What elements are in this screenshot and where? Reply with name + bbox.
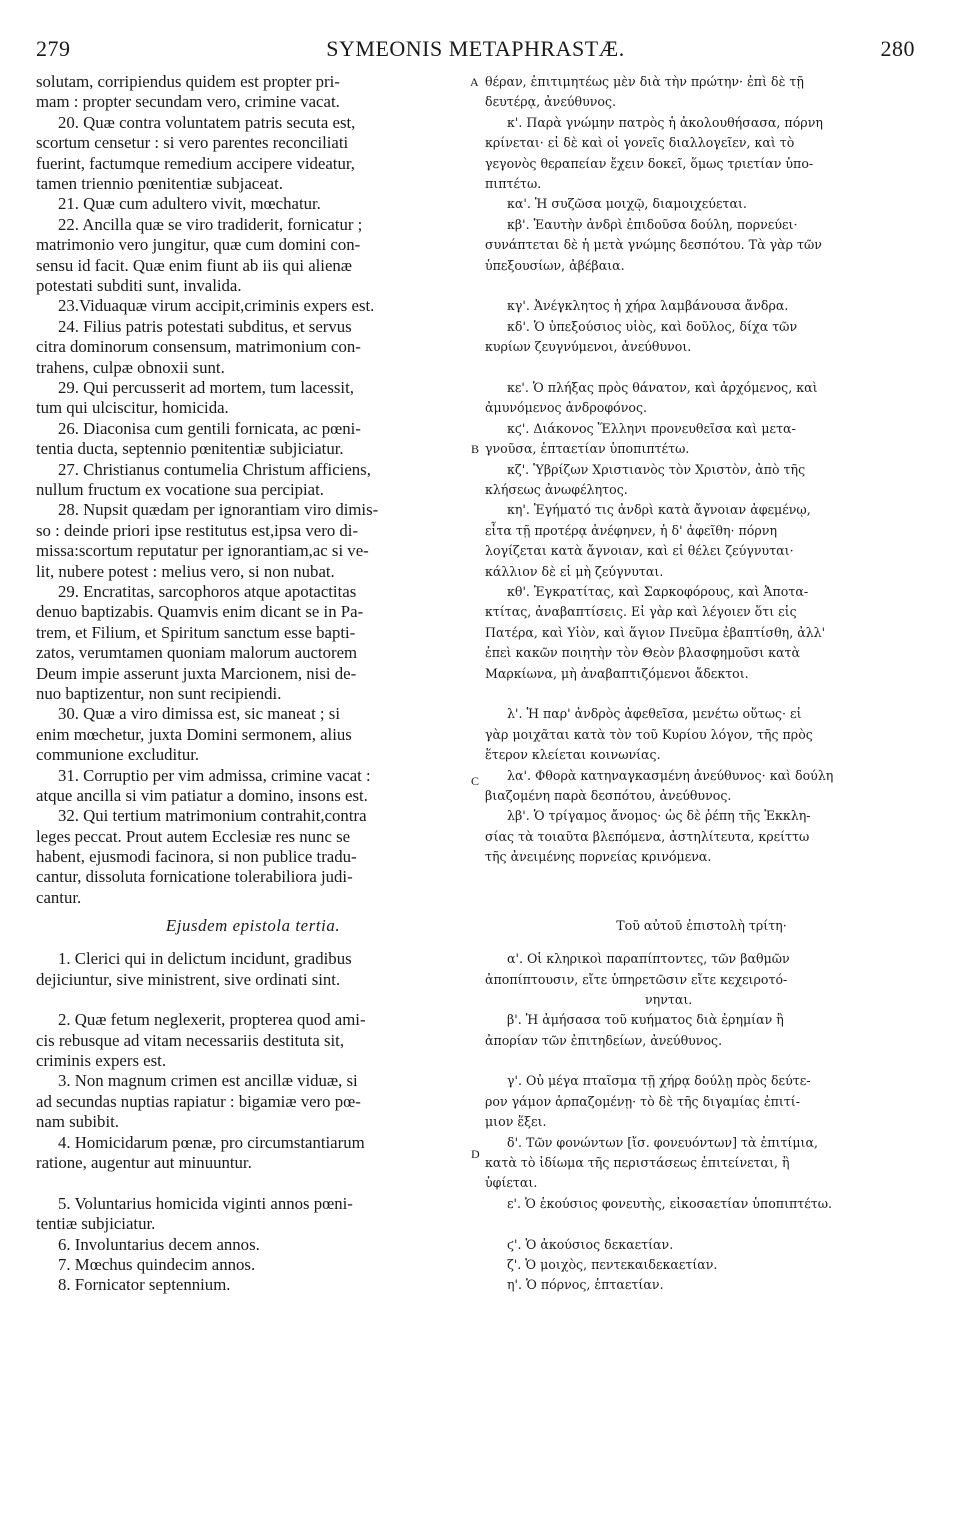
text-line: fuerint, factumque remedium accipere videatur, (36, 153, 355, 173)
text-line: θέραν, ἐπιτιμητέως μὲν διὰ τὴν πρώτην· ἐπὶ δὲ τῇ (485, 74, 804, 89)
text-line: κη'. Ἐγήματό τις ἀνδρὶ κατὰ ἄγνοιαν ἀφεμένῳ, (507, 502, 811, 518)
text-line: ratione, augentur aut minuuntur. (36, 1153, 252, 1173)
greek-paragraph-continuation (485, 72, 918, 113)
text-line: nullum fructum ex vocatione sua percipiat. (36, 479, 324, 499)
text-line: ἕτερον κλείεται κοινωνίας. (485, 747, 661, 763)
text-line: 2. Quæ fetum neglexerit, propterea quod ami- (58, 1010, 366, 1030)
text-line: cis rebusque ad vitam necessariis destituta sit, (36, 1030, 345, 1050)
greek-column (485, 72, 918, 1296)
text-line: ὑφίεται. (485, 1175, 538, 1191)
greek-canon-b6 (485, 1235, 918, 1255)
text-line: tentiæ subjiciatur. (36, 1214, 156, 1234)
greek-canon-23 (485, 296, 918, 316)
greek-canon-20 (485, 113, 918, 195)
right-page-number: 280 (880, 36, 915, 61)
text-line: Πατέρα, καὶ Υἱὸν, καὶ ἅγιον Πνεῦμα ἐβαπτίσθη, ἀλλ' (485, 624, 826, 640)
latin-canon-27 (36, 460, 470, 501)
text-line: cantur, dissoluta fornicatione tolerabiliora judi- (36, 867, 353, 887)
latin-canon-b2 (36, 1010, 470, 1071)
text-line: 30. Quæ a viro dimissa est, sic maneat ; si (58, 704, 340, 724)
text-line: scortum censetur : si vero parentes reconciliati (36, 133, 349, 153)
text-line: βιαζομένη παρὰ δεσπότου, ἀνεύθυνος. (485, 787, 732, 803)
text-line: κθ'. Ἐγκρατίτας, καὶ Σαρκοφόρους, καὶ Ἀποτα- (507, 583, 809, 599)
text-line: γ'. Οὐ μέγα πταῖσμα τῇ χήρᾳ δούλῃ πρὸς δεύτε- (507, 1073, 811, 1089)
text-line: trem, et Filium, et Spiritum sanctum esse bapti- (36, 622, 356, 642)
latin-canon-b6 (36, 1235, 470, 1255)
greek-canon-29 (485, 582, 918, 704)
text-line: communione excluditur. (36, 745, 200, 765)
latin-paragraph-continuation (36, 72, 470, 113)
text-line: Μαρκίωνα, μὴ ἀναβαπτιζόμενοι ἄδεκτοι. (485, 665, 749, 681)
text-line: 5. Voluntarius homicida viginti annos pœni- (58, 1193, 353, 1213)
greek-canon-b7 (485, 1255, 918, 1275)
text-line: κϛ'. Διάκονος Ἕλληνι προνευθεῖσα καὶ μετα- (507, 420, 796, 436)
latin-canon-28 (36, 500, 470, 582)
text-line: νηνται. (645, 991, 693, 1007)
latin-canon-23 (36, 296, 470, 316)
text-line: ε'. Ὁ ἑκούσιος φονευτὴς, εἰκοσαετίαν ὑποπιπτέτω. (507, 1195, 833, 1211)
latin-canon-31 (36, 766, 470, 807)
text-line: matrimonio vero jungitur, quæ cum domini con- (36, 235, 361, 255)
greek-canon-b3 (485, 1071, 918, 1132)
latin-canon-20 (36, 113, 470, 195)
text-line: 29. Qui percusserit ad mortem, tum lacessit, (58, 377, 354, 397)
greek-canon-30 (485, 704, 918, 765)
text-line: κλήσεως ἀνωφέλητος. (485, 481, 628, 497)
text-line: potestati subditi sunt, invalida. (36, 275, 242, 295)
text-line: κδ'. Ὁ ὑπεξούσιος υἱὸς, καὶ δοῦλος, δίχα τῶν (507, 318, 798, 334)
greek-canon-b8 (485, 1275, 918, 1295)
latin-canon-26 (36, 419, 470, 460)
section-heading: Τοῦ αὐτοῦ ἐπιστολὴ τρίτη· (616, 918, 787, 934)
text-line: 26. Diaconisa cum gentili fornicata, ac pœni- (58, 418, 361, 438)
latin-canon-24 (36, 317, 470, 378)
text-line: tamen triennio pœnitentiæ subjaceat. (36, 173, 283, 193)
text-line: ἀποπίπτουσιν, εἴτε ὑπηρετῶσιν εἴτε κεχειροτό- (485, 971, 788, 987)
section-heading: Ejusdem epistola tertia. (165, 916, 341, 936)
text-line: β'. Ἡ ἀμήσασα τοῦ κυήματος διὰ ἐρημίαν ἢ (507, 1012, 784, 1028)
text-line: Deum impie asserunt juxta Marcionem, nisi de- (36, 663, 357, 683)
margin-marker-d: D (471, 1147, 480, 1161)
text-line: 8. Fornicator septennium. (58, 1275, 231, 1295)
greek-canon-32 (485, 806, 918, 908)
text-line: σίας τὰ τοιαῦτα βλεπόμενα, ἀστηλίτευτα, κρείττω (485, 828, 810, 844)
latin-canon-b4 (36, 1133, 470, 1194)
text-line: γνοῦσα, ἑπταετίαν ὑποπιπτέτω. (485, 441, 690, 457)
text-line: λα'. Φθορὰ κατηναγκασμένη ἀνεύθυνος· καὶ δούλη (507, 767, 834, 783)
text-line: lit, nubere potest : melius vero, si non nubat. (36, 561, 335, 581)
text-line: tentia ducta, septennio pœnitentiæ subjiciatur. (36, 439, 344, 459)
text-line: habent, ejusmodi facinora, si non publice tradu- (36, 847, 357, 867)
text-line: 22. Ancilla quæ se viro tradiderit, fornicatur ; (58, 214, 363, 234)
greek-section-heading (485, 908, 918, 949)
text-line: 6. Involuntarius decem annos. (58, 1234, 260, 1254)
text-line: κγ'. Ἀνέγκλητος ἡ χήρα λαμβάνουσα ἄνδρα. (507, 298, 789, 314)
text-line: γὰρ μοιχᾶται κατὰ τὸν τοῦ Κυρίου λόγον, τῆς πρὸς (485, 726, 813, 742)
text-line: δ'. Τῶν φονώντων [ἴσ. φονευόντων] τὰ ἐπιτίμια, (507, 1134, 818, 1150)
text-line: trahens, culpæ obnoxii sunt. (36, 357, 225, 377)
running-title: SYMEONIS METAPHRASTÆ. (326, 36, 625, 61)
text-line: δευτέρᾳ, ἀνεύθυνος. (485, 94, 617, 110)
text-line: ζ'. Ὁ μοιχὸς, πεντεκαιδεκαετίαν. (507, 1257, 718, 1273)
text-line: ἐπεὶ κακῶν ποιητὴν τὸν Θεὸν βλασφημοῦσι κατὰ (485, 645, 801, 661)
text-line: πιπτέτω. (485, 175, 542, 191)
latin-canon-b8 (36, 1275, 470, 1295)
text-line: enim mœchetur, juxta Domini sermonem, alius (36, 724, 352, 744)
margin-marker-b: B (471, 442, 480, 456)
text-line: ἀμυνόμενος ἀνδροφόνος. (485, 400, 648, 416)
text-line: ad secundas nuptias rapiatur : bigamiæ vero pœ- (36, 1091, 361, 1111)
text-line: 29. Encratitas, sarcophoros atque apotactitas (58, 581, 357, 601)
text-line: missa:scortum reputatur per ignorantiam,ac si ve- (36, 541, 369, 561)
text-line: so : deinde priori ipse restitutus est,ipsa vero di- (36, 520, 359, 540)
latin-canon-b5 (36, 1194, 470, 1235)
text-line: ϛ'. Ὁ ἀκούσιος δεκαετίαν. (507, 1236, 674, 1252)
text-line: εἶτα τῇ προτέρᾳ ἀνέφηνεν, ἡ δ' ἀφεῖθη· πόρνη (485, 522, 777, 538)
text-line: solutam, corripiendus quidem est propter pri- (36, 72, 340, 91)
text-line: nuo baptizentur, non sunt recipiendi. (36, 683, 282, 703)
text-line: criminis expers est. (36, 1051, 167, 1071)
greek-canon-27 (485, 460, 918, 501)
text-line: ρον γάμον ἁρπαζομένῃ· τὸ δὲ τῆς διγαμίας ἐπιτί- (485, 1093, 800, 1109)
text-line: α'. Οἱ κληρικοὶ παραπίπτοντες, τῶν βαθμῶν (507, 951, 790, 967)
text-line: κ'. Παρὰ γνώμην πατρὸς ἡ ἀκολουθήσασα, πόρνη (507, 114, 823, 130)
text-line: κυρίων ζευγνύμενοι, ἀνεύθυνοι. (485, 339, 692, 355)
text-line: 31. Corruptio per vim admissa, crimine vacat : (58, 765, 371, 785)
text-line: 23.Viduaquæ virum accipit,criminis expers est. (58, 296, 375, 316)
text-line: leges peccat. Prout autem Ecclesiæ res nunc se (36, 826, 351, 846)
text-line: 28. Nupsit quædam per ignorantiam viro dimis- (58, 500, 379, 520)
text-line: κζ'. Ὑβρίζων Χριστιανὸς τὸν Χριστὸν, ἀπὸ τῆς (507, 461, 806, 477)
text-line: ἀπορίαν τῶν ἐπιτηδείων, ἀνεύθυνος. (485, 1032, 723, 1048)
latin-canon-b7 (36, 1255, 470, 1275)
text-line: κα'. Ἡ συζῶσα μοιχῷ, διαμοιχεύεται. (507, 196, 747, 212)
greek-canon-28 (485, 500, 918, 582)
text-line: denuo baptizabis. Quamvis enim dicant se in Pa- (36, 602, 364, 622)
latin-canon-b3 (36, 1071, 470, 1132)
greek-canon-b5 (485, 1194, 918, 1235)
text-line: η'. Ὁ πόρνος, ἑπταετίαν. (507, 1277, 664, 1293)
text-line: λβ'. Ὁ τρίγαμος ἄνομος· ὡς δὲ ῥέπη τῆς Ἐκκλη- (507, 808, 811, 824)
text-line: κβ'. Ἑαυτὴν ἀνδρὶ ἐπιδοῦσα δούλη, πορνεύει· (507, 216, 798, 232)
text-line: citra dominorum consensum, matrimonium con- (36, 337, 361, 357)
text-line: κε'. Ὁ πλήξας πρὸς θάνατον, καὶ ἀρχόμενος, καὶ (507, 379, 818, 395)
greek-canon-22 (485, 215, 918, 297)
text-line: 32. Qui tertium matrimonium contrahit,contra (58, 806, 367, 826)
greek-canon-b4 (485, 1133, 918, 1194)
text-line: ὑπεξουσίων, ἀβέβαια. (485, 257, 625, 273)
left-page-number: 279 (36, 36, 71, 61)
text-line: 7. Mœchus quindecim annos. (58, 1255, 256, 1275)
latin-section-heading (36, 908, 470, 949)
greek-canon-31 (485, 766, 918, 807)
text-line: cantur. (36, 887, 82, 907)
latin-canon-30 (36, 704, 470, 765)
text-line: 3. Non magnum crimen est ancillæ viduæ, si (58, 1071, 358, 1091)
latin-canon-25 (36, 378, 470, 419)
text-line: 24. Filius patris potestati subditus, et servus (58, 316, 352, 336)
latin-column (36, 72, 470, 1296)
margin-marker-a: A (470, 75, 479, 89)
text-line: κατὰ τὸ ἰδίωμα τῆς περιστάσεως ἐπιτείνεται, ἢ (485, 1155, 790, 1171)
greek-canon-b1 (485, 949, 918, 1010)
text-line: 27. Christianus contumelia Christum afficiens, (58, 459, 371, 479)
greek-canon-25 (485, 378, 918, 419)
greek-canon-21 (485, 194, 918, 214)
text-line: mam : propter secundam vero, crimine vacat. (36, 92, 340, 112)
text-line: zatos, verumtamen quoniam malorum auctorem (36, 643, 358, 663)
text-line: συνάπτεται δὲ ἡ μετὰ γνώμης δεσπότου. Τὰ γὰρ τῶν (485, 237, 822, 253)
text-line: κτίτας, ἀναβαπτίσεις. Εἰ γὰρ καὶ λέγοιεν ὅτι εἰς (485, 604, 797, 620)
greek-canon-24 (485, 317, 918, 378)
greek-canon-b2 (485, 1010, 918, 1071)
text-line: 4. Homicidarum pœnæ, pro circumstantiarum (58, 1132, 365, 1152)
text-line: dejiciuntur, sive ministrent, sive ordinati sint. (36, 969, 341, 989)
text-line: κρίνεται· εἰ δὲ καὶ οἱ γονεῖς διαλλογεῖεν, καὶ τὸ (485, 135, 795, 151)
text-line: atque ancilla si vim patiatur a domino, insons est. (36, 785, 368, 805)
text-line: μιον ἕξει. (485, 1114, 547, 1130)
text-line: 1. Clerici qui in delictum incidunt, gradibus (58, 949, 352, 969)
text-line: 20. Quæ contra voluntatem patris secuta est, (58, 112, 356, 132)
margin-marker-c: C (471, 774, 480, 788)
text-line: tum qui ulciscitur, homicida. (36, 398, 229, 418)
running-header (36, 36, 915, 66)
latin-canon-32 (36, 806, 470, 908)
text-line: 21. Quæ cum adultero vivit, mœchatur. (58, 194, 321, 214)
text-line: sensu id facit. Quæ enim fiunt ab iis qui alienæ (36, 255, 353, 275)
text-line: λ'. Ἡ παρ' ἀνδρὸς ἀφεθεῖσα, μενέτω οὕτως· εἰ (507, 706, 802, 722)
greek-canon-26 (485, 419, 918, 460)
latin-canon-29 (36, 582, 470, 704)
latin-canon-b1 (36, 949, 470, 1010)
text-line: nam subibit. (36, 1112, 119, 1132)
text-line: τῆς ἀνειμένης πορνείας κρινόμενα. (485, 849, 712, 865)
text-line: λογίζεται κατὰ ἄγνοιαν, καὶ εἰ θέλει ζεύγνυται· (485, 543, 794, 559)
text-line: γεγονὸς θεραπείαν ἔχειν δοκεῖ, ὅμως τριετίαν ὑπο- (485, 155, 814, 171)
text-line: κάλλιον δὲ εἰ μὴ ζεύγνυται. (485, 563, 664, 579)
latin-canon-22 (36, 215, 470, 297)
latin-canon-21 (36, 194, 470, 214)
